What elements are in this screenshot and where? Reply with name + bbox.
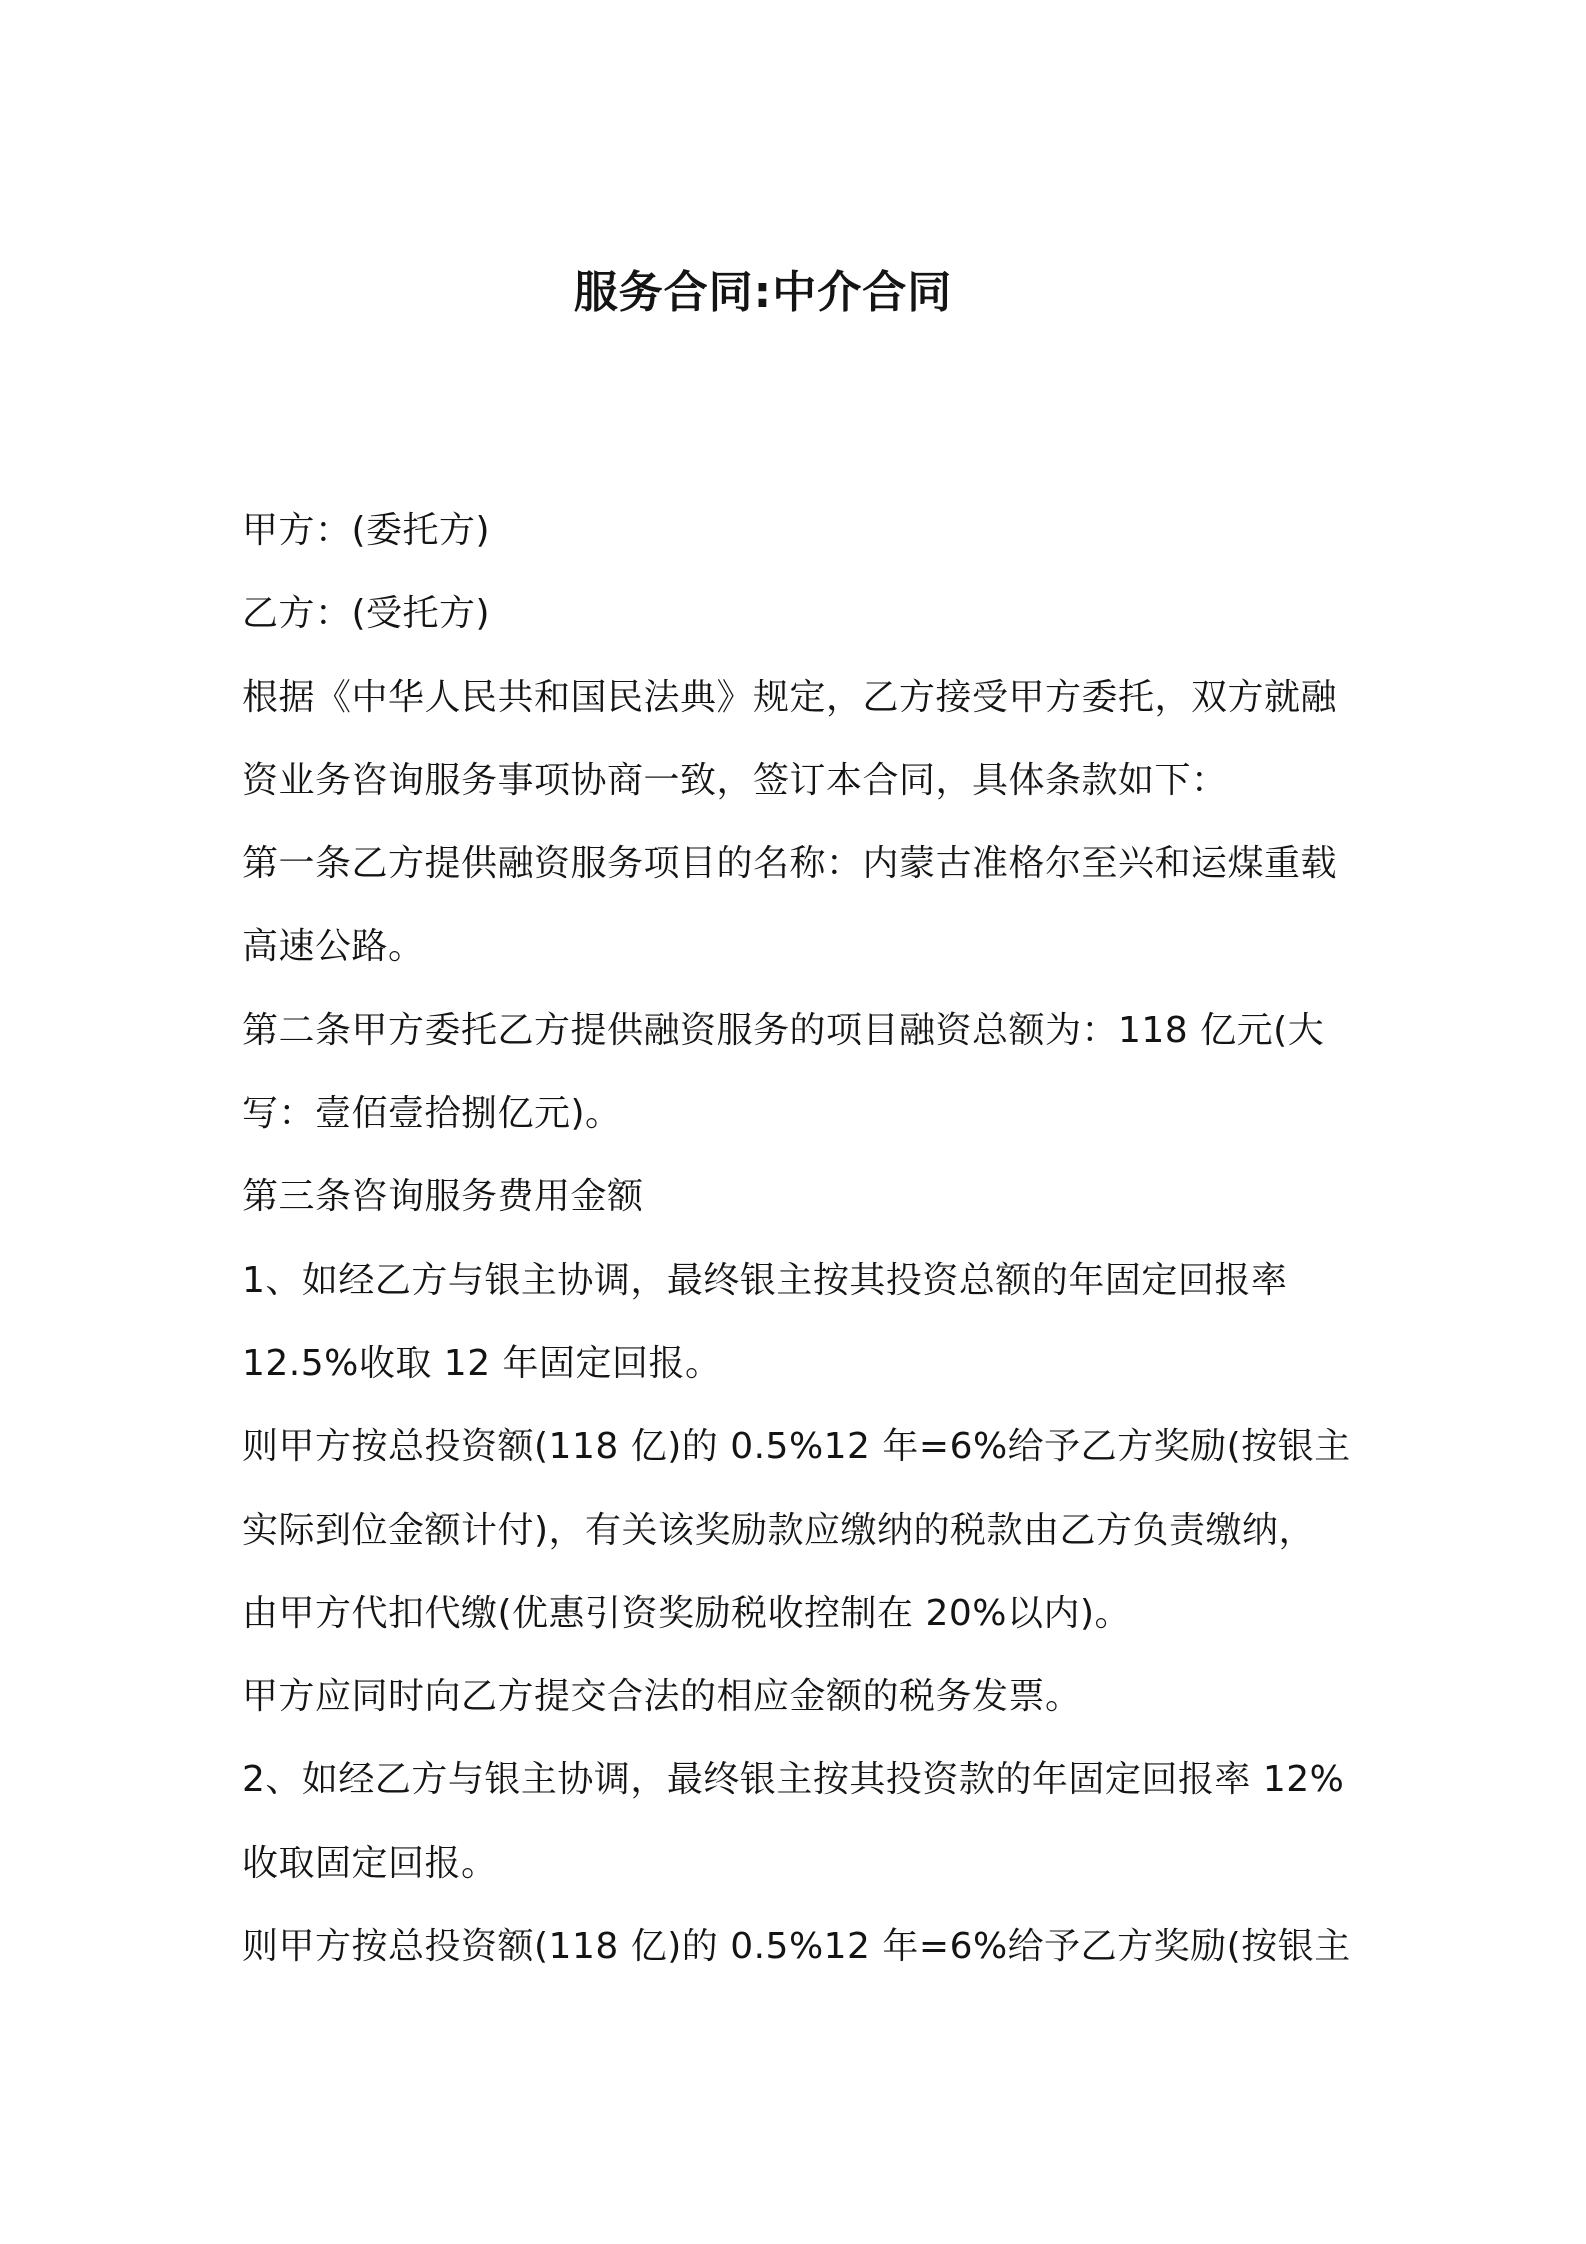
text-line: 实际到位金额计付)，有关该奖励款应缴纳的税款由乙方负责缴纳， bbox=[242, 1509, 1316, 1551]
text-line-item-2: 2、如经乙方与银主协调，最终银主按其投资款的年固定回报率 12% bbox=[242, 1759, 1345, 1801]
document-body bbox=[242, 489, 1362, 1988]
text-line: 则甲方按总投资额(118 亿)的 0.5%12 年=6%给予乙方奖励(按银主 bbox=[242, 1926, 1351, 1968]
text-line-article-3: 第三条咨询服务费用金额 bbox=[242, 1176, 644, 1218]
text-line-article-1: 第一条乙方提供融资服务项目的名称：内蒙古准格尔至兴和运煤重载 bbox=[242, 843, 1338, 885]
text-line-party-b: 乙方：(受托方) bbox=[242, 593, 491, 635]
text-line: 甲方应同时向乙方提交合法的相应金额的税务发票。 bbox=[242, 1676, 1082, 1718]
text-line-article-2: 第二条甲方委托乙方提供融资服务的项目融资总额为：118 亿元(大 bbox=[242, 1009, 1325, 1051]
text-line: 12.5%收取 12 年固定回报。 bbox=[242, 1342, 722, 1384]
text-line: 则甲方按总投资额(118 亿)的 0.5%12 年=6%给予乙方奖励(按银主 bbox=[242, 1426, 1351, 1468]
text-line-party-a: 甲方：(委托方) bbox=[242, 510, 491, 551]
text-line: 资业务咨询服务事项协商一致，签订本合同，具体条款如下： bbox=[242, 759, 1228, 801]
document-title: 服务合同:中介合同 bbox=[573, 267, 953, 318]
text-line-item-1: 1、如经乙方与银主协调，最终银主按其投资总额的年固定回报率 bbox=[242, 1259, 1288, 1301]
text-line: 根据《中华人民共和国民法典》规定，乙方接受甲方委托，双方就融 bbox=[242, 676, 1338, 718]
text-line: 由甲方代扣代缴(优惠引资奖励税收控制在 20%以内)。 bbox=[242, 1592, 1132, 1634]
text-line: 收取固定回报。 bbox=[242, 1842, 498, 1884]
text-line: 写：壹佰壹拾捌亿元)。 bbox=[242, 1093, 622, 1135]
text-line: 高速公路。 bbox=[242, 926, 425, 968]
